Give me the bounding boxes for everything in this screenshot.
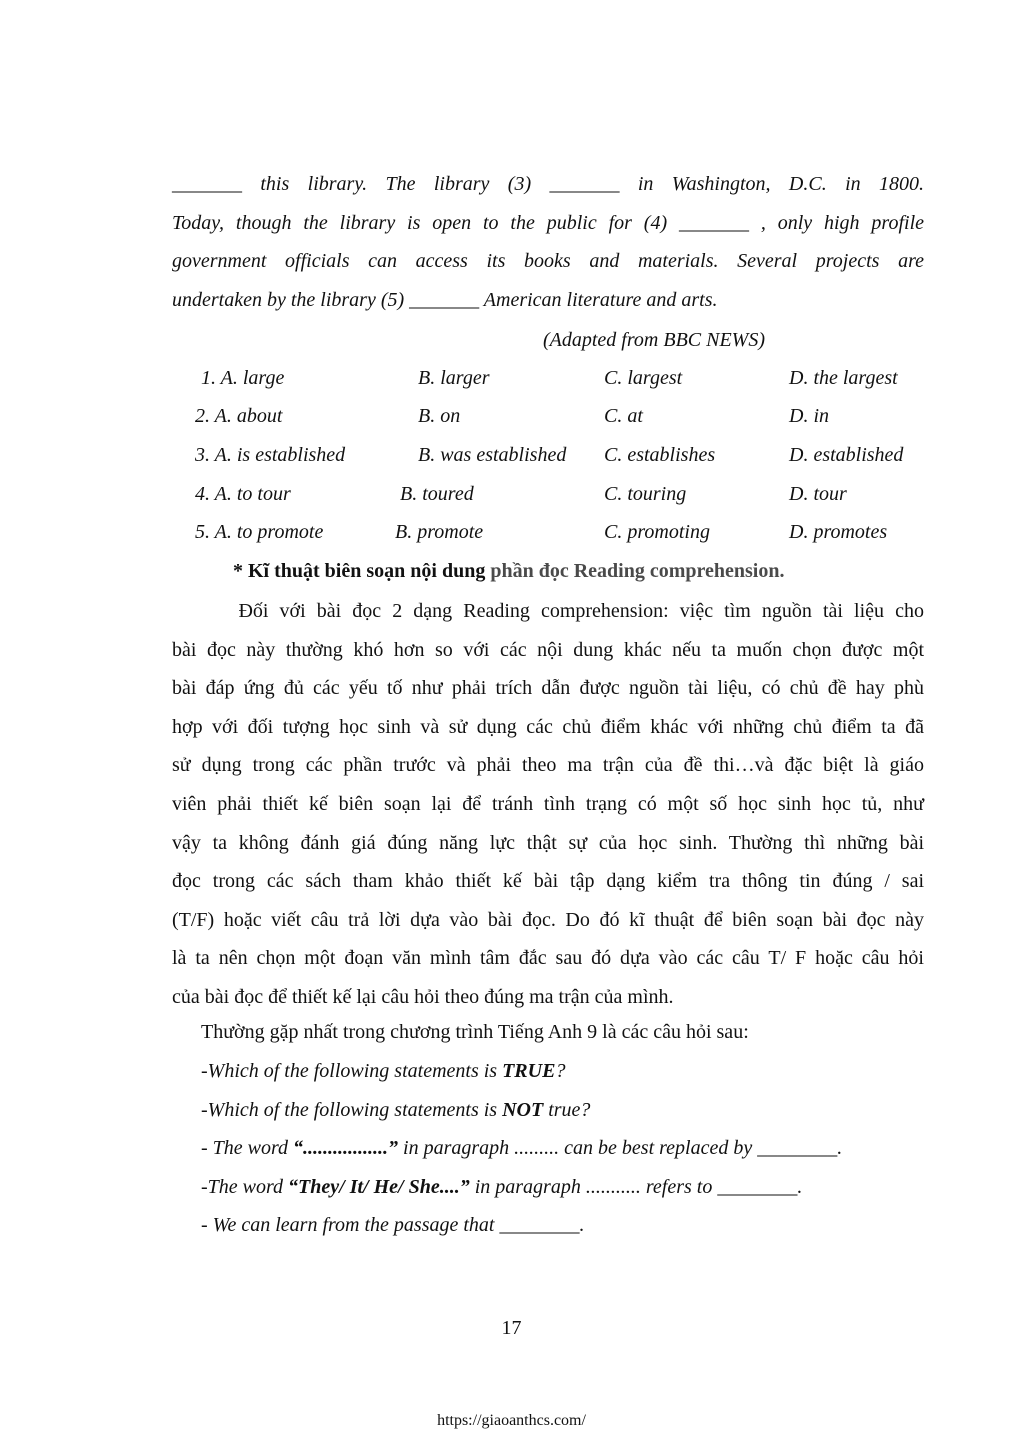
option-2a: 2. A. about: [195, 405, 283, 427]
option-3c: C. establishes: [604, 444, 716, 466]
body-line: vậy ta không đánh giá đúng năng lực thật sự của học sinh. Thường thì những bài: [172, 831, 924, 854]
passage-line: government officials can access its books and materials. Several projects are: [172, 250, 924, 273]
heading-prefix: * Kĩ thuật biên soạn nội dung: [233, 560, 491, 582]
option-4b: B. toured: [400, 483, 474, 505]
page-number: 17: [501, 1317, 522, 1339]
question-1: -Which of the following statements is TRUE?: [201, 1060, 566, 1082]
option-1c: C. largest: [604, 367, 683, 389]
question-3: - The word “.................” in paragraph ......... can be best replaced by ________.: [201, 1137, 843, 1159]
question-5: - We can learn from the passage that ________.: [201, 1214, 585, 1236]
question-2: -Which of the following statements is NOT true?: [201, 1099, 591, 1121]
body-line: bài đọc này thường khó hơn so với các nội dung khác nếu ta muốn chọn được một: [172, 638, 924, 661]
footer-url[interactable]: https://giaoanthcs.com/: [437, 1412, 586, 1429]
option-5c: C. promoting: [604, 521, 710, 543]
option-2c: C. at: [604, 405, 643, 427]
passage-text: [172, 165, 924, 319]
question-4: -The word “They/ It/ He/ She....” in paragraph ........... refers to ________.: [201, 1176, 803, 1198]
option-2b: B. on: [418, 405, 461, 427]
option-2d: D. in: [789, 405, 829, 427]
body-line: (T/F) hoặc viết câu trả lời dựa vào bài đọc. Do đó kĩ thuật để biên soạn bài đọc này: [172, 908, 924, 931]
heading-highlight: phần đọc Reading comprehension.: [490, 560, 785, 582]
body-line: hợp với đối tượng học sinh và sử dụng các chủ điểm khác với những chủ điểm ta đã: [172, 715, 924, 738]
option-3d: D. established: [789, 444, 904, 466]
passage-line: _______ this library. The library (3) _______ in Washington, D.C. in 1800.: [172, 173, 924, 195]
body-line: là ta nên chọn một đoạn văn mình tâm đắc sau đó dựa vào các câu T/ F hoặc câu hỏi: [172, 947, 924, 970]
body-line: viên phải thiết kế biên soạn lại để tránh tình trạng có một số học sinh học tủ, như: [172, 792, 924, 815]
option-4a: 4. A. to tour: [195, 483, 291, 505]
option-3a: 3. A. is established: [195, 444, 346, 466]
body-line: bài đáp ứng đủ các yếu tố như phải trích dẫn được nguồn tài liệu, có chủ đề hay phù: [172, 677, 924, 700]
option-1b: B. larger: [418, 367, 490, 389]
body-line: của bài đọc để thiết kế lại câu hỏi theo đúng ma trận của mình.: [172, 985, 674, 1008]
option-5d: D. promotes: [789, 521, 888, 543]
option-1a: 1. A. large: [201, 367, 285, 389]
body-paragraph: [172, 592, 924, 1017]
option-3b: B. was established: [418, 444, 567, 466]
option-1d: D. the largest: [789, 367, 898, 389]
passage-source: (Adapted from BBC NEWS): [543, 329, 766, 351]
body-line: đọc trong các sách tham khảo thiết kế bài tập dạng kiểm tra thông tin đúng / sai: [172, 870, 924, 893]
option-4d: D. tour: [789, 483, 847, 505]
option-4c: C. touring: [604, 483, 687, 505]
section-heading: [233, 556, 784, 586]
body-line: sử dụng trong các phần trước và phải theo ma trận của đề thi…và đặc biệt là giáo: [172, 754, 924, 777]
option-5a: 5. A. to promote: [195, 521, 324, 543]
option-5b: B. promote: [395, 521, 484, 543]
body-line: Đối với bài đọc 2 dạng Reading comprehension: việc tìm nguồn tài liệu cho: [172, 600, 924, 622]
questions-intro: Thường gặp nhất trong chương trình Tiếng Anh 9 là các câu hỏi sau:: [201, 1021, 749, 1043]
passage-line: undertaken by the library (5) _______ American literature and arts.: [172, 288, 718, 311]
passage-line: Today, though the library is open to the public for (4) _______ , only high profile: [172, 211, 924, 234]
